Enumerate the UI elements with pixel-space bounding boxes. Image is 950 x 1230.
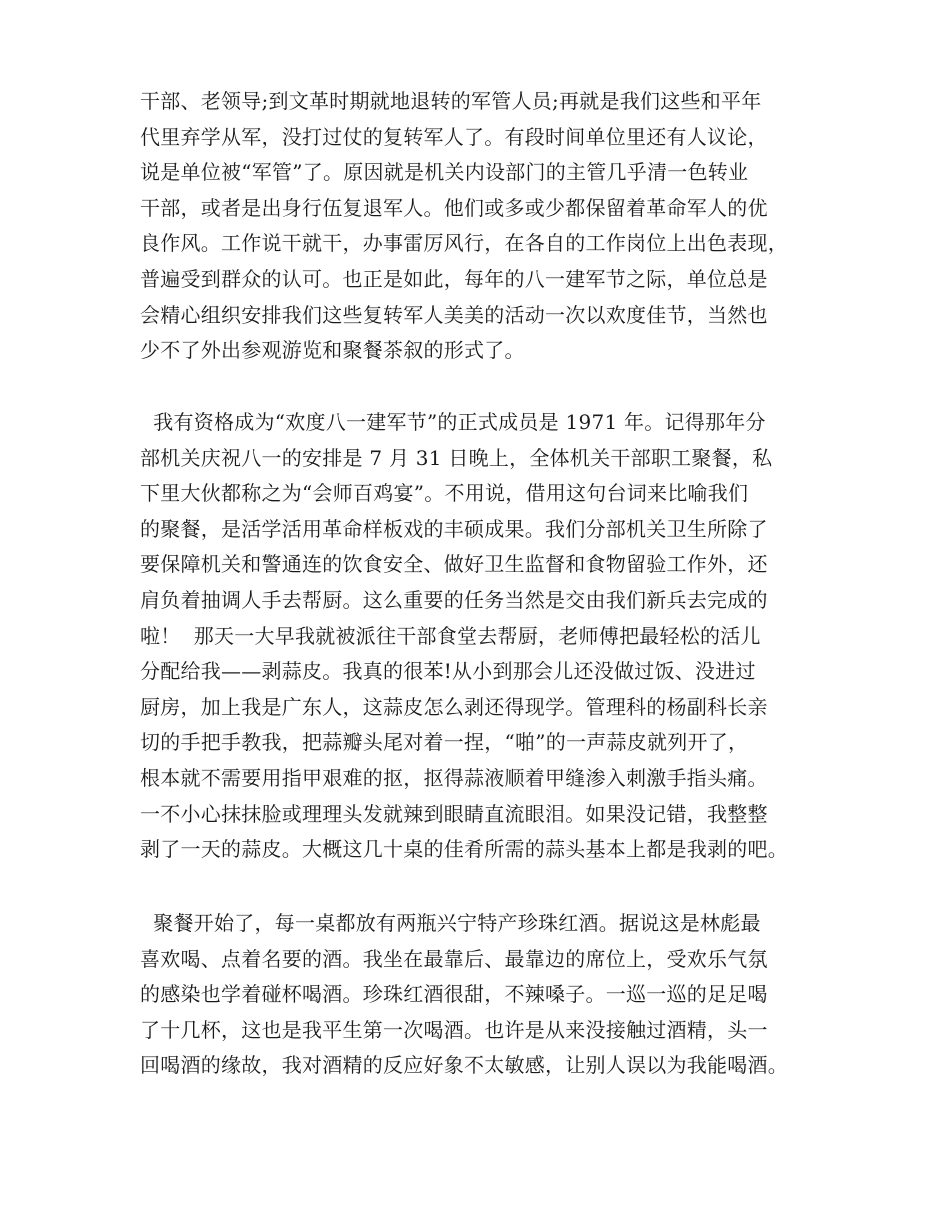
- text-line: 肩负着抽调人手去帮厨。这么重要的任务当然是交由我们新兵去完成的: [140, 587, 768, 612]
- text-line: 切的手把手教我，把蒜瓣头尾对着一捏，“啪”的一声蒜皮就列开了，: [140, 730, 749, 755]
- text-line: 了十几杯，这也是我平生第一次喝酒。也许是从来没接触过酒精，头一: [140, 1017, 768, 1042]
- text-line: 我有资格成为“欢度八一建军节”的正式成员是 1971 年。记得那年分: [140, 410, 766, 434]
- text-line: 要保障机关和警通连的饮食安全、做好卫生监督和食物留验工作外，还: [140, 552, 768, 577]
- text-line: 代里弃学从军，没打过仗的复转军人了。有段时间单位里还有人议论，: [140, 124, 768, 149]
- text-line: 良作风。工作说干就干，办事雷厉风行，在各自的工作岗位上出色表现，: [140, 231, 788, 256]
- text-line: 普遍受到群众的认可。也正是如此，每年的八一建军节之际，单位总是: [140, 266, 768, 291]
- text-line: 分配给我——剥蒜皮。我真的很苯!从小到那会儿还没做过饭、没进过: [140, 659, 756, 684]
- text-line: 厨房，加上我是广东人，这蒜皮怎么剥还得现学。管理科的杨副科长亲: [140, 694, 768, 719]
- text-line: 部机关庆祝八一的安排是 7 月 31 日晚上，全体机关干部职工聚餐，私: [140, 445, 773, 470]
- paragraph-3: [140, 906, 830, 1084]
- paragraph-1: [140, 84, 830, 369]
- text-line: 会精心组织安排我们这些复转军人美美的活动一次以欢度佳节，当然也: [140, 302, 768, 327]
- text-line: 啦！ 那天一大早我就被派往干部食堂去帮厨，老师傅把最轻松的活儿: [140, 623, 761, 648]
- text-line: 回喝酒的缘故，我对酒精的反应好象不太敏感，让别人误以为我能喝酒。: [140, 1053, 788, 1078]
- text-line: 聚餐开始了，每一桌都放有两瓶兴宁特产珍珠红酒。据说这是林彪最: [140, 911, 761, 935]
- text-line: 的聚餐，是活学活用革命样板戏的丰硕成果。我们分部机关卫生所除了: [140, 516, 768, 541]
- text-line: 喜欢喝、点着名要的酒。我坐在最靠后、最靠边的席位上，受欢乐气氛: [140, 946, 768, 971]
- text-line: 的感染也学着碰杯喝酒。珍珠红酒很甜，不辣嗓子。一巡一巡的足足喝: [140, 982, 768, 1007]
- text-line: 说是单位被“军管”了。原因就是机关内设部门的主管几乎清一色转业: [140, 160, 749, 185]
- paragraph-2: [140, 405, 830, 868]
- text-line: 干部、老领导;到文革时期就地退转的军管人员;再就是我们这些和平年: [140, 89, 762, 113]
- text-line: 一不小心抹抹脸或理理头发就辣到眼睛直流眼泪。如果没记错，我整整: [140, 801, 768, 826]
- text-line: 干部，或者是出身行伍复退军人。他们或多或少都保留着革命军人的优: [140, 195, 768, 220]
- text-line: 根本就不需要用指甲艰难的抠，抠得蒜液顺着甲缝渗入刺激手指头痛。: [140, 765, 768, 790]
- text-line: 少不了外出参观游览和聚餐茶叙的形式了。: [140, 338, 525, 363]
- text-line: 下里大伙都称之为“会师百鸡宴”。不用说，借用这句台词来比喻我们: [140, 481, 749, 506]
- text-line: 剥了一天的蒜皮。大概这几十桌的佳肴所需的蒜头基本上都是我剥的吧。: [140, 837, 788, 862]
